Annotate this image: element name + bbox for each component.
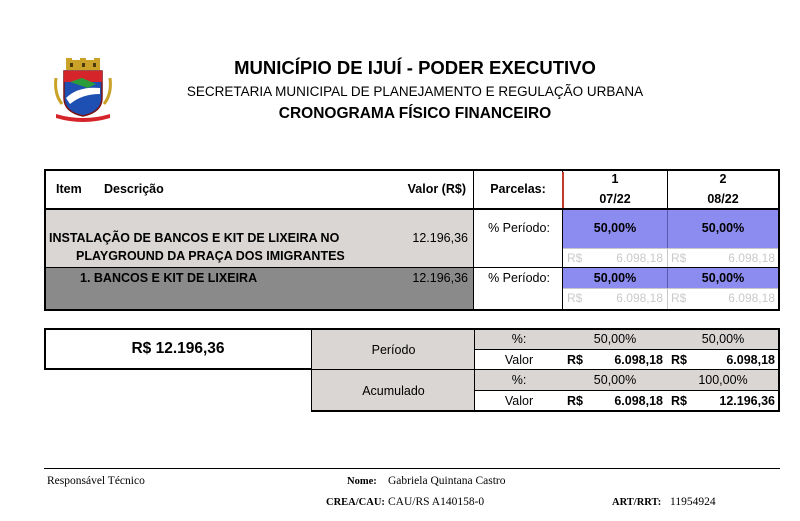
currency-symbol: R$: [567, 353, 583, 367]
municipality-title: MUNICÍPIO DE IJUÍ - PODER EXECUTIVO: [234, 57, 596, 78]
summary-periodo-valor-label: Valor: [504, 353, 534, 367]
responsavel-tecnico-label: Responsável Técnico: [47, 475, 145, 487]
row1-pct-2: 50,00%: [701, 221, 745, 235]
currency-symbol: R$: [671, 394, 687, 408]
nome-label: Nome:: [347, 476, 377, 487]
parcela-2-number: 2: [719, 172, 727, 186]
row2-description: 1. BANCOS E KIT DE LIXEIRA: [80, 271, 258, 285]
summary-total: R$ 12.196,36: [131, 340, 225, 357]
row2-periodo-label: % Período:: [488, 271, 550, 285]
row2-valor-2: [667, 289, 779, 307]
header-parcelas: Parcelas:: [490, 182, 546, 196]
summary-periodo-valor-1: [563, 350, 667, 370]
art-label: ART/RRT:: [612, 497, 662, 508]
header-valor: Valor (R$): [407, 182, 466, 196]
nome-value: Gabriela Quintana Castro: [388, 475, 506, 487]
currency-symbol: R$: [671, 251, 687, 265]
crea-value: CAU/RS A140158-0: [388, 496, 485, 508]
currency-symbol: R$: [671, 291, 687, 305]
crea-label: CREA/CAU:: [326, 497, 385, 508]
header-item: Item: [56, 182, 82, 196]
parcela-2-month: 08/22: [707, 192, 739, 206]
summary-periodo-pct-2: 50,00%: [701, 332, 745, 346]
row1-description-line1: INSTALAÇÃO DE BANCOS E KIT DE LIXEIRA NO: [49, 231, 340, 245]
summary-periodo-valor-1-amount: 6.098,18: [614, 353, 663, 367]
currency-symbol: R$: [671, 353, 687, 367]
art-value: 11954924: [670, 496, 716, 508]
row2-pct-2: 50,00%: [701, 271, 745, 285]
summary-periodo-pct-1: 50,00%: [593, 332, 637, 346]
document-title: CRONOGRAMA FÍSICO FINANCEIRO: [278, 105, 552, 122]
row2-valor-1-amount: 6.098,18: [616, 291, 663, 305]
row1-periodo-label: % Período:: [488, 221, 550, 235]
summary-periodo-label: Período: [371, 342, 416, 357]
row2-valor-1: [563, 289, 667, 307]
summary-periodo-valor-2: [667, 350, 779, 370]
row2-valor-2-amount: 6.098,18: [728, 291, 775, 305]
summary-acumulado-pct-label: %:: [511, 373, 527, 387]
summary-acumulado-valor-2: [667, 391, 779, 411]
summary-acumulado-pct-2: 100,00%: [698, 373, 748, 387]
parcela-1-number: 1: [611, 172, 619, 186]
summary-acumulado-valor-2-amount: 12.196,36: [719, 394, 775, 408]
currency-symbol: R$: [567, 394, 583, 408]
row1-valor: 12.196,36: [412, 231, 468, 245]
currency-symbol: R$: [567, 291, 583, 305]
summary-acumulado-valor-1-amount: 6.098,18: [614, 394, 663, 408]
summary-acumulado-valor-1: [563, 391, 667, 411]
currency-symbol: R$: [567, 251, 583, 265]
row1-pct-1: 50,00%: [593, 221, 637, 235]
row1-valor-2: [667, 249, 779, 267]
row2-valor: 12.196,36: [412, 271, 468, 285]
summary-acumulado-label: Acumulado: [362, 383, 425, 398]
row1-valor-2-amount: 6.098,18: [728, 251, 775, 265]
row1-valor-1: [563, 249, 667, 267]
row1-description-line2: PLAYGROUND DA PRAÇA DOS IMIGRANTES: [76, 249, 345, 263]
row2-pct-1: 50,00%: [593, 271, 637, 285]
summary-acumulado-pct-1: 50,00%: [593, 373, 637, 387]
summary-periodo-valor-2-amount: 6.098,18: [726, 353, 775, 367]
red-marker: [562, 172, 564, 208]
header-descricao: Descrição: [104, 182, 164, 196]
parcela-1-month: 07/22: [599, 192, 631, 206]
signature-line: [44, 468, 780, 469]
secretariat-subtitle: SECRETARIA MUNICIPAL DE PLANEJAMENTO E REGULAÇÃO URBANA: [186, 84, 644, 99]
summary-periodo-pct-label: %:: [511, 332, 527, 346]
summary-acumulado-valor-label: Valor: [504, 394, 534, 408]
row1-valor-1-amount: 6.098,18: [616, 251, 663, 265]
